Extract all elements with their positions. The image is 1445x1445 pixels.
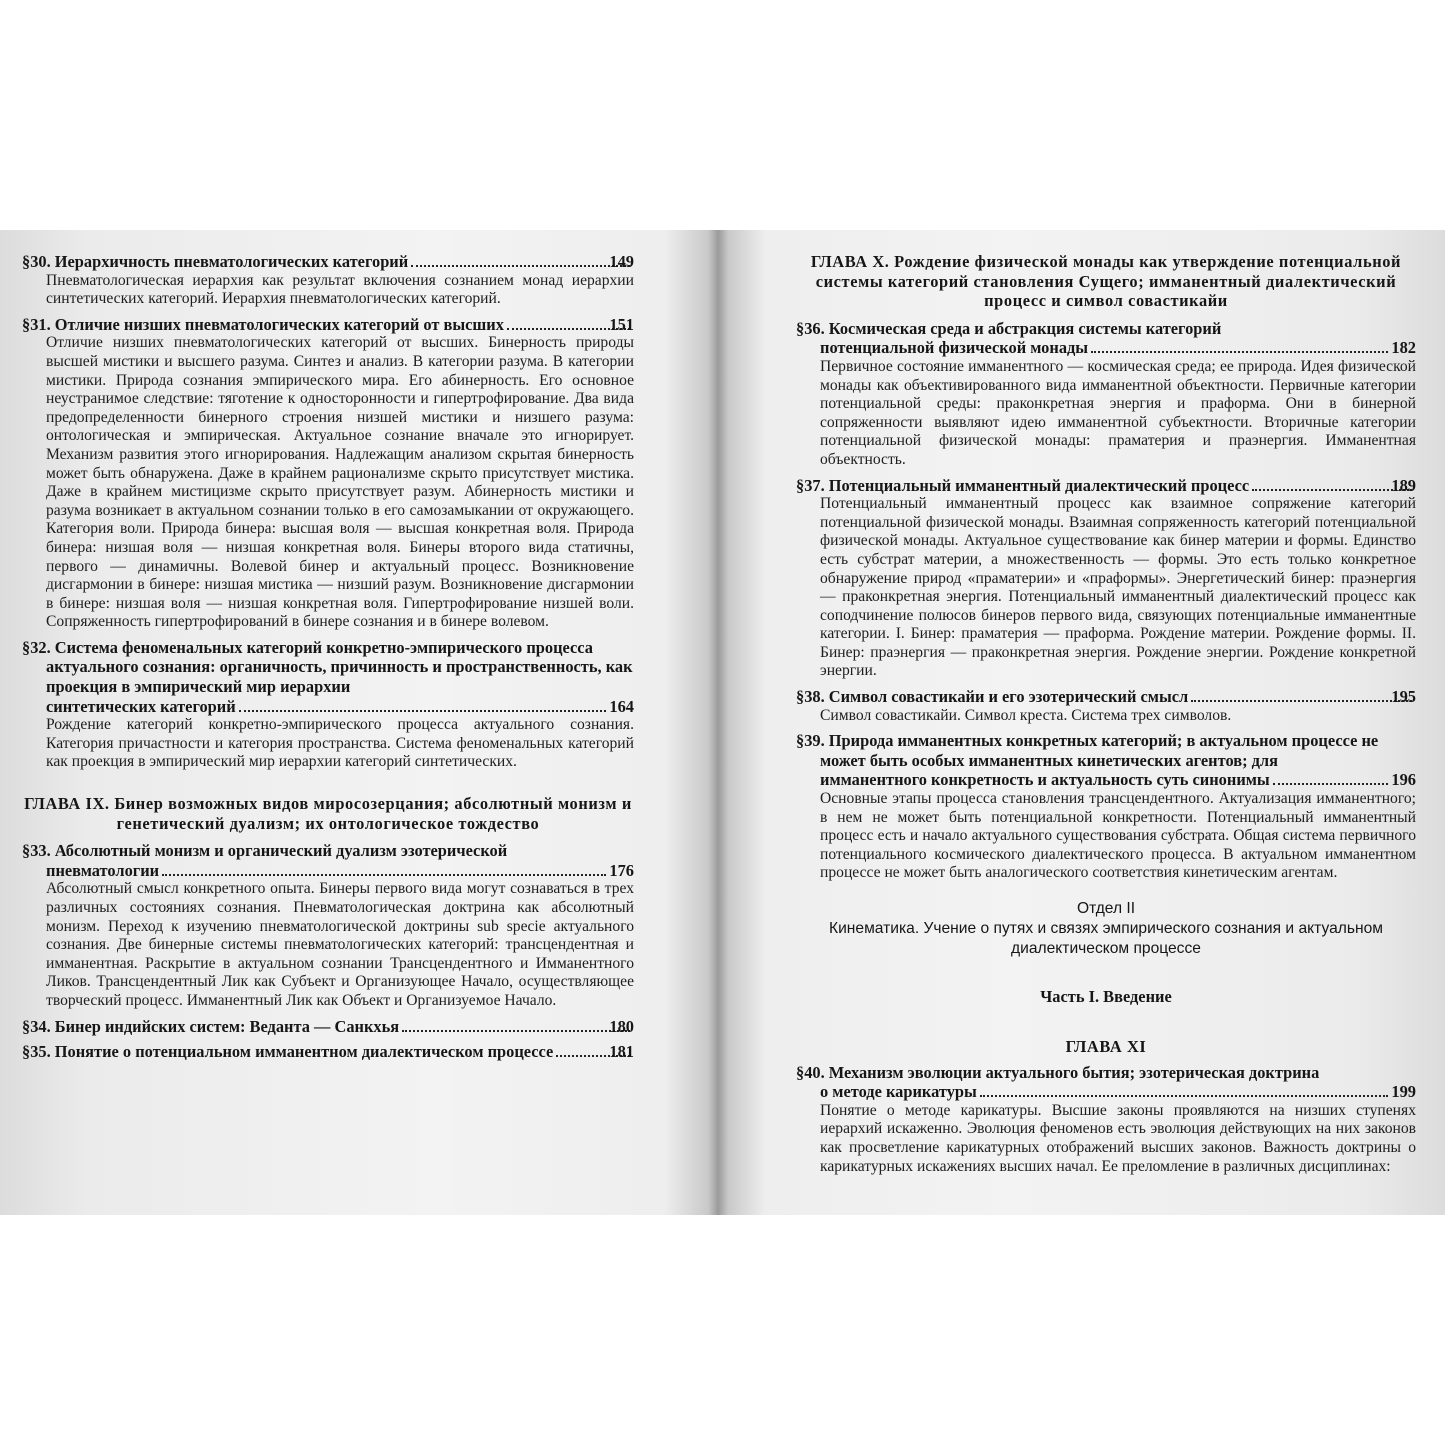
entry-page-number: 199 xyxy=(1391,1082,1416,1102)
chapter-heading-ix: ГЛАВА IX. Бинер возможных видов миросозерцания; абсолютный монизм и генетический дуализм; их онтологическое тождество xyxy=(24,794,632,833)
toc-entry-37 xyxy=(796,476,1416,682)
book-spread xyxy=(0,230,1445,1215)
toc-entry-32 xyxy=(22,638,634,772)
part-heading: Часть I. Введение xyxy=(1040,987,1172,1006)
dot-leader xyxy=(980,1095,1389,1097)
entry-page-number: 164 xyxy=(609,696,634,716)
entry-page-number: 176 xyxy=(609,860,634,880)
entry-title: §30. Иерархичность пневматологических категорий xyxy=(22,252,409,271)
entry-description: Пневматологическая иерархия как результат включения сознанием монад иерархии синтетических категорий. Иерархия пневматологических категорий. xyxy=(46,271,634,308)
toc-entry-35 xyxy=(22,1042,634,1062)
entry-page-number: 149 xyxy=(609,252,634,271)
dot-leader xyxy=(411,265,630,267)
entry-page-number: 180 xyxy=(609,1016,634,1036)
dot-leader xyxy=(402,1030,630,1032)
section-title: Кинематика. Учение о путях и связях эмпирического сознания и актуальном диалектическом процессе xyxy=(829,920,1383,957)
left-page xyxy=(22,252,634,1068)
entry-title: §39. Природа имманентных конкретных категорий; в актуальном процессе не может быть особых имманентных кинетических агентов; для xyxy=(796,731,1379,770)
entry-description: Отличие низших пневматологических категорий от высших. Бинерность природы высшей мистики и высшего разума. Синтез и анализ. В категории разума. В категории мистики. Природа сознания эмпирического мира. Его абинерность. Его основное неустранимое следствие: тяготение к односторонности и гипертрофирование. Два вида предопределенности бинерного строения низшей мистики и низшего разума: онтологическая и эмпирическая. Актуальное сознание вначале это игнорирует. Механизм развития этого игнорирования. Надлежащим анализом скрытая бинерность может быть обнаружена. Даже в крайнем рационализме скрыто присутствует мистика. Даже в крайнем мистицизме скрыто присутствует разум. Абинерность мистики и разума возникает в актуальном сознании только в его самозамыкании от окружающего. Категория воли. Природа бинера: высшая воля — высшая конкретная воля. Природа бинера: низшая воля — низшая конкретная воля. Бинеры второго вида статичны, первого — динамичны. Волевой бинер и актуальный процесс. Возникновение дисгармонии в бинере: низшая мистика — низший разум. Возникновение дисгармонии в бинере: низшая воля — низшая конкретная воля. Гипертрофирование низшей воли. Сопряженность гипертрофирований в бинере сознания и в бинере волевом. xyxy=(46,334,634,631)
entry-title: §33. Абсолютный монизм и органический дуализм эзотерической xyxy=(22,841,508,861)
entry-page-number: 189 xyxy=(1391,475,1416,495)
entry-title: §36. Космическая среда и абстракция системы категорий xyxy=(796,318,1222,338)
entry-description: Рождение категорий конкретно-эмпирического процесса актуального сознания. Категория причастности и категория пространства. Система феноменальных категорий как проекция в эмпирический мир иерархии категорий синтетических. xyxy=(46,716,634,771)
dot-leader xyxy=(1191,700,1412,702)
entry-title: §40. Механизм эволюции актуального бытия; эзотерическая доктрина xyxy=(796,1062,1320,1082)
dot-leader xyxy=(1252,489,1412,491)
entry-title: §35. Понятие о потенциальном имманентном диалектическом процессе xyxy=(22,1042,554,1062)
toc-entry-31 xyxy=(22,315,634,632)
toc-entry-34 xyxy=(22,1017,634,1037)
entry-description: Основные этапы процесса становления трансцендентного. Актуализация имманентного; в нем не может быть потенциальной конкретности. Потенциальный имманентный процесс есть и начало актуального существования субстрата. Общая система первичного потенциального космического диалектического процесса. В актуальном имманентном процессе не может быть аналогического соответствия кинетическим агентам. xyxy=(820,790,1416,882)
entry-page-number: 181 xyxy=(609,1042,634,1062)
entry-title-last-line: имманентного конкретность и актуальность суть синонимы xyxy=(820,770,1270,790)
toc-entry-30 xyxy=(22,252,634,309)
entry-title: §32. Система феноменальных категорий конкретно-эмпирического процесса актуального сознания: органичность, причинность и пространственность, как проекция в эмпирический мир иерархии xyxy=(22,637,633,697)
dot-leader xyxy=(1273,783,1389,785)
right-page xyxy=(796,252,1416,1182)
entry-title: §37. Потенциальный имманентный диалектический процесс xyxy=(796,475,1250,495)
dot-leader xyxy=(162,874,606,876)
toc-entry-33 xyxy=(22,841,634,1010)
entry-title: §31. Отличие низших пневматологических категорий от высших xyxy=(22,314,504,334)
entry-page-number: 151 xyxy=(609,314,634,334)
toc-entry-38 xyxy=(796,687,1416,725)
entry-title-last-line: синтетических категорий xyxy=(46,696,236,716)
entry-title-last-line: о методе карикатуры xyxy=(820,1082,977,1102)
entry-title: §38. Символ совастикайи и его эзотерический смысл xyxy=(796,687,1189,707)
entry-description: Абсолютный смысл конкретного опыта. Бинеры первого вида могут сознаваться в трех различных состояниях сознания. Пневматологическая доктрина как абсолютный монизм. Переход к изучению пневматологической доктрины sub specie актуального сознания. Две бинерные системы пневматологических категорий: трансцендентная и имманентная. Раскрытие в актуальном сознании Трансцендентного и Имманентного Ликов. Трансцендентный Лик как Субъект и Организующее Начало, осуществляющее творческий процесс. Имманентный Лик как Объект и Организуемое Начало. xyxy=(46,880,634,1009)
entry-description: Первичное состояние имманентного — космическая среда; ее природа. Идея физической монады как объективированного вида имманентной объектности. Первичные категории потенциальной среды: праконкретная энергия и праформа. Они в бинерной сопряженности выявляют идею имманентной субъектности. Вторичные категории потенциальной физической монады: праматерия и праэнергия. Имманентная объектность. xyxy=(820,357,1416,468)
dot-leader xyxy=(239,710,607,712)
entry-title: §34. Бинер индийских систем: Веданта — Санкхья xyxy=(22,1016,400,1036)
section-label: Отдел II xyxy=(1076,900,1136,917)
toc-entry-40 xyxy=(796,1063,1416,1177)
toc-entry-39 xyxy=(796,731,1416,883)
chapter-heading-xi: ГЛАВА XI xyxy=(1065,1037,1147,1056)
dot-leader xyxy=(1091,351,1388,353)
entry-title-last-line: пневматологии xyxy=(46,860,160,880)
chapter-heading-x: ГЛАВА X. Рождение физической монады как утверждение потенциальной системы категорий становления Сущего; имманентный диалектический процесс и символ совастикайи xyxy=(810,252,1402,311)
entry-description: Символ совастикайи. Символ креста. Система трех символов. xyxy=(820,706,1232,724)
toc-entry-36 xyxy=(796,319,1416,470)
entry-description: Понятие о методе карикатуры. Высшие законы проявляются на низших ступенях иерархий искаженно. Эволюция феноменов есть эволюция действующих на них законов как просветление карикатурных отображений высших законов. Важность доктрины о карикатурных искажениях высших начал. Ее преломление в различных дисциплинах: xyxy=(820,1101,1416,1175)
section-heading xyxy=(796,899,1416,959)
entry-page-number: 182 xyxy=(1391,338,1416,358)
entry-description: Потенциальный имманентный процесс как взаимное сопряжение категорий потенциальной физической монады. Взаимная сопряженность категорий потенциальной физической монады. Актуальное существование как бинер материи и формы. Единство есть субстрат материи, а множественность — формы. Это есть только конкретное обнаружение природ «праматерии» и «праформы». Энергетический бинер: праэнергия — праконкретная энергия. Потенциальный имманентный диалектический процесс как соподчинение полюсов бинеров первого вида, связующих потенциальные имманентные категории. I. Бинер: праматерия — праформа. Рождение материи. Рождение формы. II. Бинер: праэнергия — праконкретная энергия. Рождение энергии. Рождение конкретной энергии. xyxy=(820,495,1416,680)
entry-page-number: 196 xyxy=(1391,770,1416,790)
entry-page-number: 195 xyxy=(1391,687,1416,707)
entry-title-last-line: потенциальной физической монады xyxy=(820,338,1089,358)
